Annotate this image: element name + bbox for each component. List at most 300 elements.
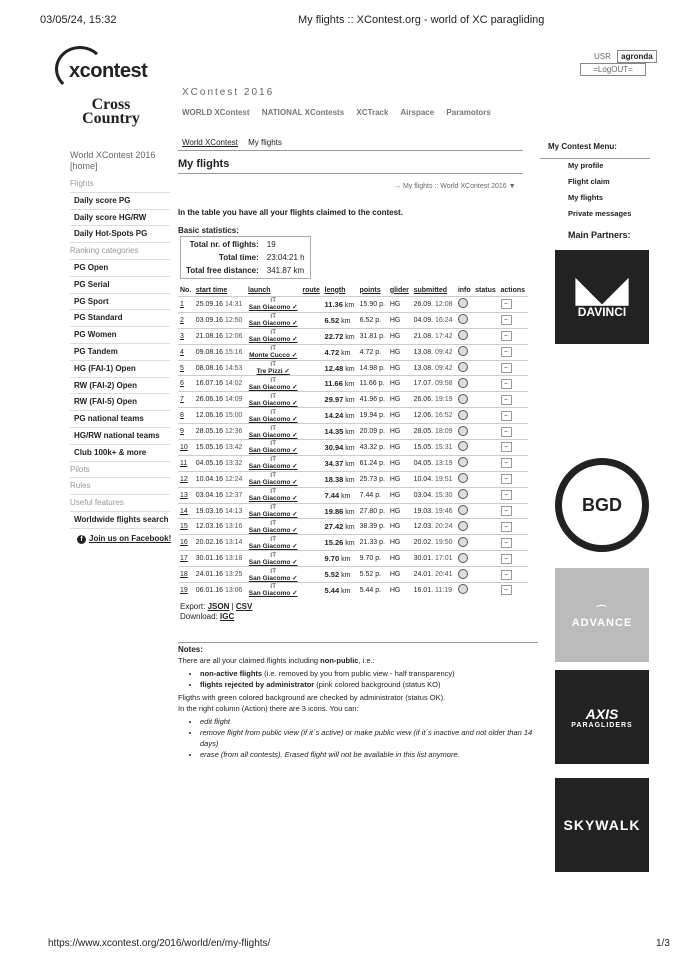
launch-country: IT (270, 424, 277, 432)
info-cell (456, 344, 473, 360)
flight-date: 04.05.16 (195, 459, 223, 467)
flight-actions-icon[interactable]: – (501, 427, 512, 437)
flight-points: 5.44 p. (358, 583, 388, 598)
info-cell (456, 551, 473, 567)
breadcrumb-link[interactable]: World XContest (182, 138, 238, 147)
launch-cell (246, 440, 300, 456)
flight-number-link[interactable]: 19 (180, 586, 188, 594)
launch-site-link[interactable]: San Giacomo ✓ (248, 447, 298, 455)
table-row[interactable] (178, 519, 528, 535)
flight-actions-icon[interactable]: – (501, 474, 512, 484)
flight-actions-icon[interactable]: – (501, 585, 512, 595)
start-time-cell (194, 503, 246, 519)
flight-length: 11.36 (324, 299, 343, 309)
submitted-cell (412, 408, 456, 424)
launch-site-link[interactable]: San Giacomo ✓ (248, 383, 298, 391)
status-cell (473, 312, 498, 328)
flight-points: 61.24 p. (358, 455, 388, 471)
divider (178, 150, 523, 151)
flight-number-link[interactable]: 15 (180, 523, 188, 531)
flight-number-link[interactable]: 10 (180, 443, 188, 451)
status-cell (473, 392, 498, 408)
flight-number-link[interactable]: 11 (180, 459, 188, 467)
flight-info-icon[interactable] (458, 330, 468, 340)
info-cell (456, 297, 473, 313)
flight-info-icon[interactable] (458, 569, 468, 579)
flight-points: 38.39 p. (358, 519, 388, 535)
submitted-cell (412, 567, 456, 583)
submitted-time: 19:46 (435, 507, 453, 515)
flight-info-icon[interactable] (458, 505, 468, 515)
menu-flight-claim[interactable]: Flight claim (568, 177, 610, 186)
length-cell: 11.66 km (323, 376, 358, 392)
partners-title: Main Partners: (568, 230, 631, 240)
flight-time: 13:06 (224, 586, 243, 594)
launch-country: IT (270, 551, 277, 559)
flight-info-icon[interactable] (458, 489, 468, 499)
actions-cell (499, 392, 528, 408)
table-row[interactable] (178, 312, 528, 328)
flight-info-icon[interactable] (458, 346, 468, 356)
flight-points: 43.32 p. (358, 440, 388, 456)
flight-number-link[interactable]: 14 (180, 507, 188, 515)
launch-site-link[interactable]: San Giacomo ✓ (248, 495, 298, 503)
launch-country: IT (270, 535, 277, 543)
cross-country-logo[interactable] (66, 98, 156, 126)
flight-glider: HG (388, 408, 412, 424)
flight-glider: HG (388, 583, 412, 598)
start-time-cell (194, 376, 246, 392)
launch-site-link[interactable]: San Giacomo ✓ (248, 590, 298, 598)
sidebar-item[interactable]: PG national teams (70, 411, 170, 428)
sidebar-item[interactable]: HG (FAI-1) Open (70, 361, 170, 378)
submitted-date: 12.06. (413, 412, 434, 420)
start-time-cell (194, 424, 246, 440)
flight-length: 4.72 (324, 347, 340, 357)
nav-xctrack[interactable]: XCTrack (356, 108, 389, 117)
flight-actions-icon[interactable]: – (501, 554, 512, 564)
sidebar-item[interactable]: PG Sport (70, 294, 170, 311)
flight-actions-icon[interactable]: – (501, 299, 512, 309)
flight-date: 21.08.16 (195, 332, 223, 340)
flight-length: 29.97 (324, 395, 344, 405)
submitted-cell (412, 440, 456, 456)
export-csv-link[interactable]: CSV (235, 602, 253, 611)
partner-advance[interactable]: ⌒ ADVANCE (555, 568, 649, 662)
sidebar-item[interactable]: PG Women (70, 327, 170, 344)
sidebar-item[interactable]: PG Open (70, 260, 170, 277)
table-row[interactable] (178, 376, 528, 392)
start-time-cell (194, 328, 246, 344)
partner-skywalk[interactable] (555, 778, 649, 872)
breadcrumb-current: My flights (248, 138, 282, 147)
launch-country: IT (270, 361, 277, 368)
launch-site-link[interactable]: Tre Pizzi ✓ (256, 368, 290, 375)
status-cell (473, 551, 498, 567)
submitted-date: 04.09. (413, 316, 434, 324)
flight-glider: HG (388, 535, 412, 551)
flight-points: 19.94 p. (358, 408, 388, 424)
notes-text: , i.e.: (358, 656, 375, 665)
info-cell (456, 424, 473, 440)
flight-glider: HG (388, 519, 412, 535)
info-cell (456, 567, 473, 583)
length-cell: 12.48 km (323, 360, 358, 376)
table-row[interactable] (178, 551, 528, 567)
sidebar-category: Pilots (70, 462, 170, 479)
flight-length: 34.37 (324, 458, 344, 468)
flight-info-icon[interactable] (458, 314, 468, 324)
col-submitted-header[interactable]: submitted (413, 286, 448, 294)
table-row[interactable] (178, 440, 528, 456)
col-points-header[interactable]: points (359, 286, 381, 294)
flight-info-icon[interactable] (458, 426, 468, 436)
submitted-date: 12.03. (413, 523, 434, 531)
col-start-time-header[interactable]: start time (195, 286, 228, 294)
start-time-cell (194, 583, 246, 598)
flight-glider: HG (388, 392, 412, 408)
length-cell: 14.24 km (323, 408, 358, 424)
launch-site-link[interactable]: San Giacomo ✓ (248, 463, 298, 471)
launch-cell (246, 360, 300, 376)
nav-national-xcontests[interactable]: NATIONAL XContests (261, 108, 345, 117)
table-row[interactable] (178, 535, 528, 551)
username-field[interactable]: agronda (617, 50, 657, 63)
route-cell (300, 344, 322, 360)
sidebar-item[interactable]: RW (FAI-5) Open (70, 394, 170, 411)
flight-info-icon[interactable] (458, 441, 468, 451)
user-label: USR (594, 52, 611, 61)
length-cell: 5.44 km (323, 583, 358, 598)
notes-text: There are all your claimed flights including (178, 656, 321, 665)
flight-time: 14:09 (224, 396, 243, 404)
launch-site-link[interactable]: San Giacomo ✓ (248, 526, 298, 534)
table-row[interactable] (178, 455, 528, 471)
launch-cell (246, 455, 300, 471)
submitted-date: 26.09. (413, 300, 434, 308)
flight-length: 14.24 (324, 411, 344, 421)
flight-glider: HG (388, 487, 412, 503)
sidebar-item[interactable]: Worldwide flights search (70, 512, 170, 529)
flight-time: 15:16 (224, 348, 243, 356)
flight-info-icon[interactable] (458, 457, 468, 467)
table-row[interactable] (178, 328, 528, 344)
length-cell: 18.38 km (323, 471, 358, 487)
cross-country-logo-line1: Cross (91, 96, 131, 113)
notes-item: • erase (from all contests). Erased flight will not be available in this list anymore. (200, 749, 538, 760)
notes-p2: Fligths with green colored background are checked by administrator (status OK). (178, 693, 446, 702)
launch-cell (246, 312, 300, 328)
info-cell (456, 376, 473, 392)
launch-site-link[interactable]: San Giacomo ✓ (248, 320, 298, 328)
table-row[interactable] (178, 471, 528, 487)
col-length-header[interactable]: length (324, 286, 346, 294)
sidebar-home-link: [home] (70, 161, 98, 171)
route-cell (300, 551, 322, 567)
flight-actions-icon[interactable]: – (501, 506, 512, 516)
flight-info-icon[interactable] (458, 473, 468, 483)
submitted-date: 04.05. (413, 459, 434, 467)
flight-actions-icon[interactable]: – (501, 570, 512, 580)
xcontest-logo[interactable] (55, 46, 165, 86)
launch-country: IT (270, 472, 277, 480)
sidebar-item[interactable]: PG Serial (70, 277, 170, 294)
table-row[interactable] (178, 503, 528, 519)
flight-info-icon[interactable] (458, 362, 468, 372)
launch-country: IT (270, 329, 277, 337)
sidebar-item[interactable]: PG Standard (70, 310, 170, 327)
submitted-cell (412, 376, 456, 392)
launch-cell (246, 408, 300, 424)
status-cell (473, 408, 498, 424)
launch-site-link[interactable]: San Giacomo ✓ (248, 479, 298, 487)
info-cell (456, 455, 473, 471)
route-cell (300, 328, 322, 344)
table-row[interactable] (178, 567, 528, 583)
stat-value: 23:04:21 h (266, 253, 305, 262)
nav-world-xcontest[interactable]: WORLD XContest (182, 108, 250, 117)
export-json-link[interactable]: JSON (207, 602, 230, 611)
contest-menu-title: My Contest Menu: (548, 142, 617, 151)
submitted-time: 18:09 (435, 428, 453, 436)
notes-actions-list (178, 716, 538, 760)
sidebar-item[interactable]: Club 100k+ & more (70, 445, 170, 462)
start-time-cell (194, 297, 246, 313)
info-cell (456, 408, 473, 424)
table-row[interactable] (178, 424, 528, 440)
launch-country: IT (270, 408, 277, 416)
stat-value: 341.87 km (266, 266, 305, 275)
flight-number-link[interactable]: 3 (180, 332, 184, 340)
flight-actions-icon[interactable]: – (501, 522, 512, 532)
launch-country: IT (270, 504, 277, 512)
start-time-cell (194, 487, 246, 503)
length-cell: 30.94 km (323, 440, 358, 456)
flight-length: 9.70 (324, 554, 340, 564)
partner-davinci[interactable]: ◣◢ DAVINCI (555, 250, 649, 344)
flight-time: 14:13 (224, 507, 243, 515)
flight-date: 03.04.16 (195, 491, 223, 499)
col-route-header[interactable]: route (302, 286, 320, 294)
menu-private-messages[interactable]: Private messages (568, 209, 632, 218)
actions-cell (499, 535, 528, 551)
submitted-date: 21.08. (413, 332, 434, 340)
launch-country: IT (270, 583, 277, 591)
table-row[interactable] (178, 583, 528, 598)
contest-selector[interactable]: → My flights :: World XContest 2016 ▼ (394, 183, 516, 190)
flight-actions-icon[interactable]: – (501, 490, 512, 500)
launch-cell (246, 503, 300, 519)
table-row[interactable] (178, 408, 528, 424)
launch-site-link[interactable]: San Giacomo ✓ (248, 415, 298, 423)
status-cell (473, 297, 498, 313)
partner-axis-label: AXIS (585, 705, 619, 722)
start-time-cell (194, 471, 246, 487)
flight-date: 12.03.16 (195, 523, 223, 531)
logout-button[interactable]: =LogOUT= (580, 63, 646, 76)
route-cell (300, 535, 322, 551)
launch-cell (246, 567, 300, 583)
col-launch-header[interactable]: launch (248, 286, 271, 294)
flight-number-link[interactable]: 17 (180, 555, 188, 563)
table-row[interactable] (178, 344, 528, 360)
sidebar-item[interactable]: Daily score PG (70, 193, 170, 210)
flight-glider: HG (388, 455, 412, 471)
length-cell: 29.97 km (323, 392, 358, 408)
flight-glider: HG (388, 424, 412, 440)
flight-number-link[interactable]: 12 (180, 475, 188, 483)
launch-cell (246, 471, 300, 487)
nav-airspace[interactable]: Airspace (400, 108, 435, 117)
download-igc-link[interactable]: IGC (220, 612, 235, 621)
submitted-cell (412, 392, 456, 408)
flight-number-link[interactable]: 13 (180, 491, 188, 499)
flight-date: 08.08.16 (195, 364, 223, 372)
notes (178, 644, 538, 762)
menu-my-profile[interactable]: My profile (568, 161, 604, 170)
menu-my-flights[interactable]: My flights (568, 193, 603, 202)
flight-number-link[interactable]: 5 (180, 364, 184, 372)
flight-number-link[interactable]: 2 (180, 316, 184, 324)
submitted-cell (412, 344, 456, 360)
table-row[interactable] (178, 487, 528, 503)
flight-actions-icon[interactable]: – (501, 315, 512, 325)
route-cell (300, 583, 322, 598)
flight-date: 28.05.16 (195, 428, 223, 436)
flight-date: 19.03.16 (195, 507, 223, 515)
flight-info-icon[interactable] (458, 537, 468, 547)
flight-info-icon[interactable] (458, 298, 468, 308)
launch-site-link[interactable]: San Giacomo ✓ (248, 511, 298, 519)
submitted-date: 16.01. (413, 586, 434, 594)
flight-glider: HG (388, 376, 412, 392)
flight-time: 14:31 (224, 300, 243, 308)
status-cell (473, 487, 498, 503)
flight-actions-icon[interactable]: – (501, 538, 512, 548)
submitted-time: 20:41 (435, 571, 453, 579)
launch-site-link[interactable]: Monte Cucco ✓ (249, 352, 298, 360)
submitted-cell (412, 551, 456, 567)
flight-time: 12:36 (224, 428, 243, 436)
launch-country: IT (270, 313, 277, 321)
nav-paramotors[interactable]: Paramotors (446, 108, 491, 117)
submitted-time: 09:58 (435, 380, 453, 388)
flight-time: 13:42 (224, 443, 243, 451)
flight-info-icon[interactable] (458, 410, 468, 420)
launch-site-link[interactable]: San Giacomo ✓ (248, 542, 298, 550)
flight-number-link[interactable]: 8 (180, 412, 184, 420)
submitted-date: 13.08. (413, 364, 434, 372)
sidebar-item[interactable]: PG Tandem (70, 344, 170, 361)
notes-text: (i.e. removed by you from public view - half transparency) (262, 669, 455, 678)
facebook-link[interactable] (77, 534, 171, 544)
info-cell (456, 440, 473, 456)
status-cell (473, 440, 498, 456)
sidebar-item[interactable]: HG/RW national teams (70, 428, 170, 445)
flight-info-icon[interactable] (458, 521, 468, 531)
flight-info-icon[interactable] (458, 394, 468, 404)
flight-actions-icon[interactable]: – (501, 458, 512, 468)
flight-number-link[interactable]: 18 (180, 571, 188, 579)
table-row[interactable] (178, 360, 528, 376)
partner-bgd[interactable] (555, 458, 649, 552)
flight-number-link[interactable]: 9 (180, 428, 184, 436)
launch-site-link[interactable]: San Giacomo ✓ (248, 304, 298, 312)
actions-cell (499, 503, 528, 519)
flight-date: 12.06.16 (195, 412, 223, 420)
flight-glider: HG (388, 328, 412, 344)
submitted-time: 12:08 (435, 300, 453, 308)
launch-site-link[interactable]: San Giacomo ✓ (248, 336, 298, 344)
submitted-date: 10.04. (413, 475, 434, 483)
table-row[interactable] (178, 297, 528, 313)
flight-actions-icon[interactable]: – (501, 442, 512, 452)
length-cell: 9.70 km (323, 551, 358, 567)
launch-site-link[interactable]: San Giacomo ✓ (248, 558, 298, 566)
flight-info-icon[interactable] (458, 378, 468, 388)
launch-site-link[interactable]: San Giacomo ✓ (248, 574, 298, 582)
route-cell (300, 567, 322, 583)
flight-actions-icon[interactable]: – (501, 395, 512, 405)
stat-label: Total free distance: (186, 266, 259, 275)
submitted-time: 16:24 (435, 316, 453, 324)
actions-cell (499, 551, 528, 567)
submitted-date: 20.02. (413, 539, 434, 547)
flight-points: 7.44 p. (358, 487, 388, 503)
table-row[interactable] (178, 392, 528, 408)
launch-country: IT (270, 376, 277, 384)
submitted-cell (412, 583, 456, 598)
flight-number-link[interactable]: 4 (180, 348, 184, 356)
notes-p3: In the right column (Action) there are 3 icons. You can: (178, 704, 359, 713)
flight-number-link[interactable]: 1 (180, 300, 184, 308)
flight-time: 14:53 (224, 364, 243, 372)
flight-info-icon[interactable] (458, 553, 468, 563)
partner-bgd-label: BGD (582, 494, 622, 515)
flight-actions-icon[interactable]: – (501, 379, 512, 389)
flight-points: 6.52 p. (358, 312, 388, 328)
flight-actions-icon[interactable]: – (501, 363, 512, 373)
flight-time: 13:25 (224, 571, 243, 579)
sidebar-item[interactable]: Daily Hot-Spots PG (70, 226, 170, 243)
flight-length: 15.26 (324, 538, 344, 548)
flight-number-link[interactable]: 7 (180, 396, 184, 404)
flight-actions-icon[interactable]: – (501, 411, 512, 421)
length-cell: 11.36 km (323, 297, 358, 313)
partner-axis[interactable] (555, 670, 649, 764)
sidebar-home[interactable] (70, 150, 170, 172)
sidebar-item[interactable]: Daily score HG/RW (70, 210, 170, 227)
flight-number-link[interactable]: 16 (180, 539, 188, 547)
flight-actions-icon[interactable]: – (501, 347, 512, 357)
flight-number-link[interactable]: 6 (180, 380, 184, 388)
flight-actions-icon[interactable]: – (501, 331, 512, 341)
launch-country: IT (270, 392, 277, 400)
launch-site-link[interactable]: San Giacomo ✓ (248, 399, 298, 407)
col-glider-header[interactable]: glider (389, 286, 409, 294)
flight-info-icon[interactable] (458, 584, 468, 594)
info-cell (456, 583, 473, 598)
info-cell (456, 503, 473, 519)
flight-length: 5.52 (324, 570, 340, 580)
actions-cell (499, 455, 528, 471)
length-cell: 22.72 km (323, 328, 358, 344)
launch-site-link[interactable]: San Giacomo ✓ (248, 431, 298, 439)
sidebar-item[interactable]: RW (FAI-2) Open (70, 378, 170, 395)
sidebar-home-title: World XContest 2016 (70, 150, 156, 160)
submitted-cell (412, 360, 456, 376)
submitted-time: 20:24 (435, 523, 453, 531)
